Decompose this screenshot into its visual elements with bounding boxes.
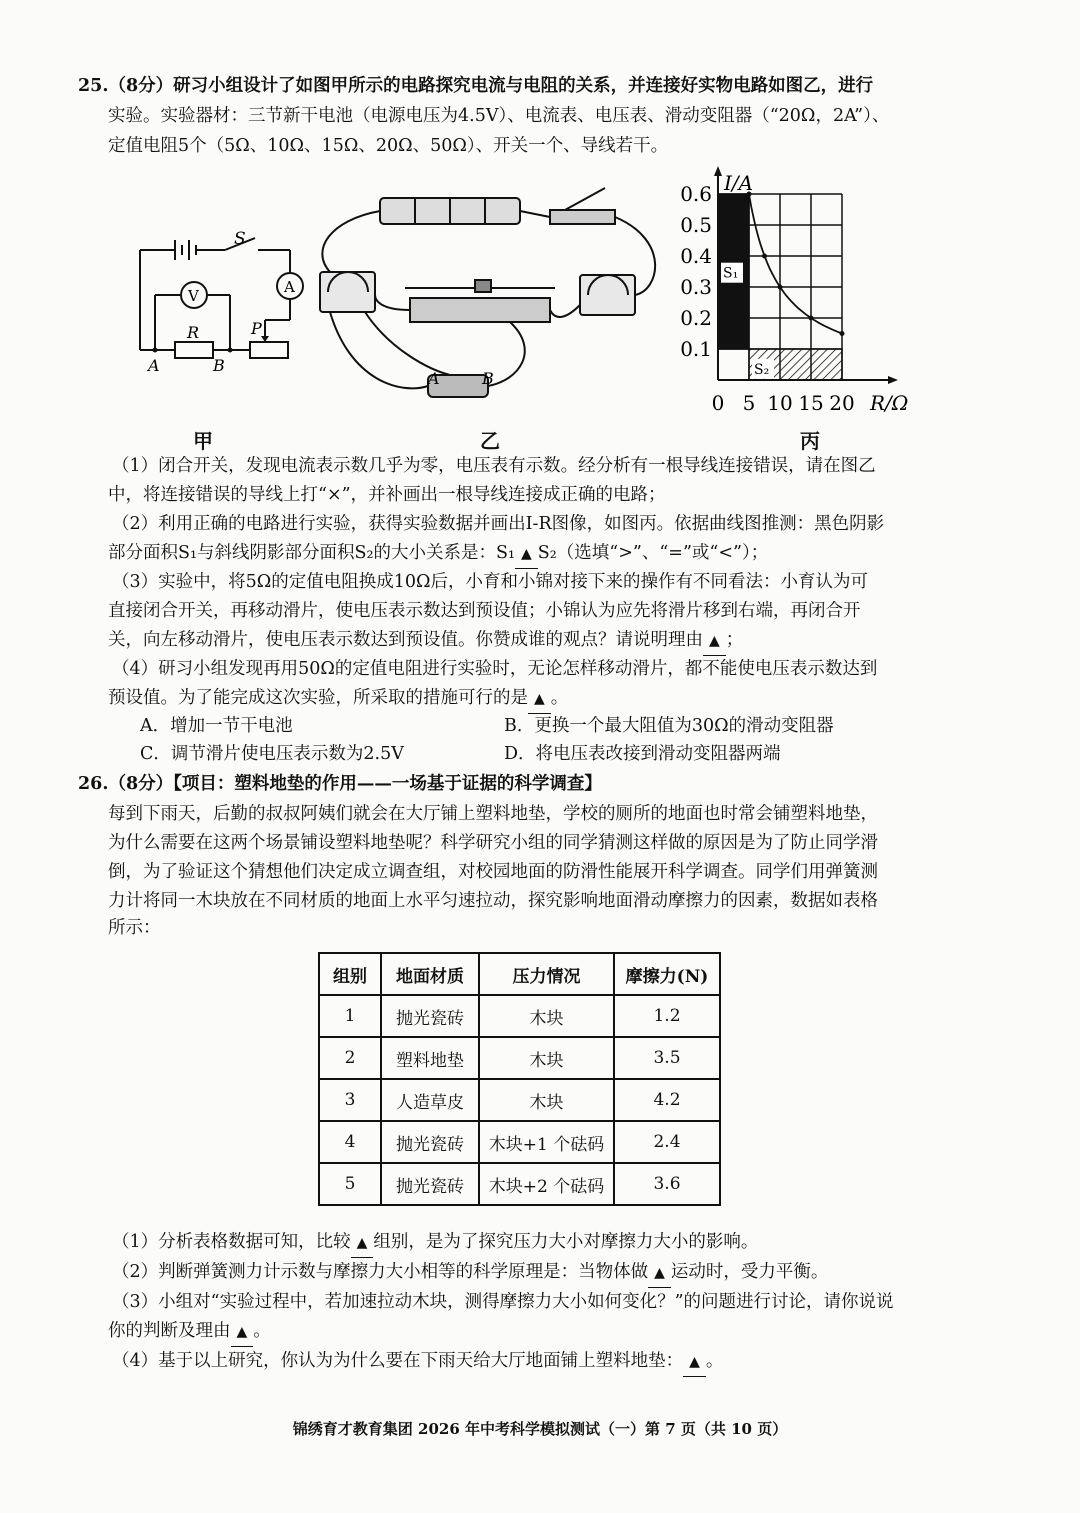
chart-y-tick: 0.5 (680, 213, 712, 237)
table-header: 组别 (319, 953, 381, 995)
table-cell: 木块 (479, 995, 614, 1037)
chart-region-label: S₂ (754, 361, 770, 378)
table-cell: 4 (319, 1121, 381, 1163)
chart-series-line (749, 194, 842, 334)
q25-sub3-l1: （3）实验中，将5Ω的定值电阻换成10Ω后，小育和小锦对接下来的操作有不同看法：小育认为可 (112, 572, 869, 592)
table-cell: 塑料地垫 (381, 1037, 479, 1079)
table-cell: 2 (319, 1037, 381, 1079)
q25-sub1-l1: （1）闭合开关，发现电流表示数几乎为零，电压表有示数。经分析有一根导线连接错误，请在图乙 (112, 456, 876, 476)
table-cell: 5 (319, 1163, 381, 1205)
q25-sub2-l2: 部分面积S₁与斜线阴影部分面积S₂的大小关系是：S₁ ▲ S₂（选填“>”、“=”或“<”）； (108, 539, 768, 569)
q25-line2: 实验。实验器材：三节新干电池（电源电压为4.5V）、电流表、电压表、滑动变阻器（“20Ω，2A”）、 (108, 106, 890, 126)
table-cell: 木块 (479, 1037, 614, 1079)
chart-point (840, 331, 845, 336)
q26-p4: 力计将同一木块放在不同材质的地面上水平匀速拉动，探究影响地面滑动摩擦力的因素，数据如表格 (108, 891, 878, 911)
table-cell: 4.2 (614, 1079, 720, 1121)
yi-point-b: B (482, 369, 494, 388)
resistor-label: R (187, 323, 200, 342)
answer-blank[interactable]: ▲ (515, 540, 538, 569)
q26-p2: 为什么需要在这两个场景铺设塑料地垫呢？科学研究小组的同学猜测这样做的原因是为了防止同学滑 (108, 833, 878, 853)
chart-x-label: R/Ω (870, 391, 909, 415)
table-cell: 3 (319, 1079, 381, 1121)
chart-region-label: S₁ (723, 265, 739, 282)
page-footer: 锦绣育才教育集团 2026 年中考科学模拟测试（一）第 7 页（共 10 页） (292, 1420, 788, 1438)
q25-line3: 定值电阻5个（5Ω、10Ω、15Ω、20Ω、50Ω）、开关一个、导线若干。 (108, 136, 669, 156)
q25-sub4-l1: （4）研习小组发现再用50Ω的定值电阻进行实验时，无论怎样移动滑片，都不能使电压表示数达到 (112, 659, 878, 679)
table-cell: 木块 (479, 1079, 614, 1121)
q25-sub4-l2: 预设值。为了能完成这次实验，所采取的措施可行的是 ▲ 。 (108, 684, 568, 714)
chart-y-tick: 0.3 (680, 275, 712, 299)
chart-point (809, 316, 814, 321)
chart-point (778, 285, 783, 290)
q26-s3-l1: （3）小组对“实验过程中，若加速拉动木块，测得摩擦力大小如何变化？”的问题进行讨论，请你说说 (112, 1292, 894, 1312)
q25-sub1-l2: 中，将连接错误的导线上打“×”，并补画出一根导线连接成正确的电路； (108, 485, 666, 505)
q26-p3: 倒，为了验证这个猜想他们决定成立调查组，对校园地面的防滑性能展开科学调查。同学们用弹簧测 (108, 862, 878, 882)
q25-sub2-l1: （2）利用正确的电路进行实验，获得实验数据并画出I-R图像，如图丙。依据曲线图推测：黑色阴影 (112, 514, 885, 534)
table-header: 压力情况 (479, 953, 614, 995)
table-cell: 木块+2 个砝码 (479, 1163, 614, 1205)
chart-x-tick: 10 (767, 391, 793, 415)
q26-head: 26.（8分）【项目：塑料地垫的作用——一场基于证据的科学调查】 (78, 774, 602, 794)
q25-line1: 25.（8分）研习小组设计了如图甲所示的电路探究电流与电阻的关系，并连接好实物电路如图乙，进行 (78, 76, 874, 96)
chart-x-arrow (888, 376, 898, 384)
fig-label-yi: 乙 (480, 429, 500, 453)
table-row (319, 1079, 720, 1121)
q26-p1: 每到下雨天，后勤的叔叔阿姨们就会在大厅铺上塑料地垫，学校的厕所的地面也时常会铺塑料地垫， (108, 804, 878, 824)
physical-circuit-yi (310, 180, 670, 415)
table-cell: 抛光瓷砖 (381, 1121, 479, 1163)
point-a-label: A (148, 356, 160, 375)
answer-blank[interactable]: ▲ (351, 1229, 374, 1258)
chart-x-tick: 5 (742, 391, 756, 415)
table-header-row (319, 953, 720, 995)
q26-s3-l2: 你的判断及理由 ▲ 。 (108, 1317, 271, 1347)
answer-blank[interactable]: ▲ (683, 1348, 706, 1377)
q26-s4: （4）基于以上研究，你认为为什么要在下雨天给大厅地面铺上塑料地垫： ▲ 。 (112, 1347, 723, 1377)
q25-sub3-l3: 关，向左移动滑片，使电压表示数达到预设值。你赞成谁的观点？请说明理由 ▲ ； (108, 626, 743, 656)
table-row (319, 1121, 720, 1163)
friction-table (318, 952, 721, 1206)
chart-y-label: I/A (724, 171, 754, 195)
yi-point-a: A (428, 369, 440, 388)
table-cell: 抛光瓷砖 (381, 995, 479, 1037)
i-r-chart (680, 165, 940, 420)
point-b-label: B (213, 356, 225, 375)
q25-option-b: B．更换一个最大阻值为30Ω的滑动变阻器 (504, 716, 834, 736)
table-cell: 3.5 (614, 1037, 720, 1079)
table-cell: 抛光瓷砖 (381, 1163, 479, 1205)
q25-option-c: C．调节滑片使电压表示数为2.5V (140, 744, 404, 764)
ammeter-label: A (284, 278, 295, 296)
chart-x-tick: 20 (829, 391, 855, 415)
chart-y-tick: 0.2 (680, 306, 712, 330)
fig-label-jia: 甲 (193, 429, 213, 453)
table-cell: 1 (319, 995, 381, 1037)
answer-blank[interactable]: ▲ (703, 627, 726, 656)
chart-point (762, 254, 767, 259)
q25-sub3-l2: 直接闭合开关，再移动滑片，使电压表示数达到预设值；小锦认为应先将滑片移到右端，再闭合开 (108, 601, 861, 621)
switch-label: S (234, 229, 246, 249)
q26-s1: （1）分析表格数据可知，比较 ▲ 组别，是为了探究压力大小对摩擦力大小的影响。 (112, 1228, 758, 1258)
chart-y-tick: 0.4 (680, 244, 712, 268)
table-cell: 3.6 (614, 1163, 720, 1205)
table-cell: 木块+1 个砝码 (479, 1121, 614, 1163)
table-row (319, 995, 720, 1037)
q26-s2: （2）判断弹簧测力计示数与摩擦力大小相等的科学原理是：当物体做 ▲ 运动时，受力平衡。 (112, 1258, 828, 1288)
slider-label: P (251, 319, 262, 338)
answer-blank[interactable]: ▲ (231, 1318, 254, 1347)
table-header: 摩擦力(N) (614, 953, 720, 995)
table-cell: 2.4 (614, 1121, 720, 1163)
table-row (319, 1037, 720, 1079)
voltmeter-label: V (188, 287, 199, 305)
q25-option-a: A．增加一节干电池 (140, 716, 293, 736)
table-header: 地面材质 (381, 953, 479, 995)
chart-y-tick: 0.6 (680, 182, 712, 206)
chart-x-tick: 15 (798, 391, 824, 415)
q26-p5: 所示： (108, 918, 161, 938)
fig-label-bing: 丙 (800, 429, 820, 453)
answer-blank[interactable]: ▲ (528, 685, 551, 714)
table-cell: 1.2 (614, 995, 720, 1037)
circuit-diagram-jia (130, 220, 310, 380)
chart-y-tick: 0.1 (680, 337, 712, 361)
table-cell: 人造草皮 (381, 1079, 479, 1121)
q25-option-d: D．将电压表改接到滑动变阻器两端 (504, 744, 781, 764)
chart-y-arrow (714, 166, 722, 176)
answer-blank[interactable]: ▲ (648, 1259, 671, 1288)
chart-x-tick: 0 (711, 391, 725, 415)
table-row (319, 1163, 720, 1205)
